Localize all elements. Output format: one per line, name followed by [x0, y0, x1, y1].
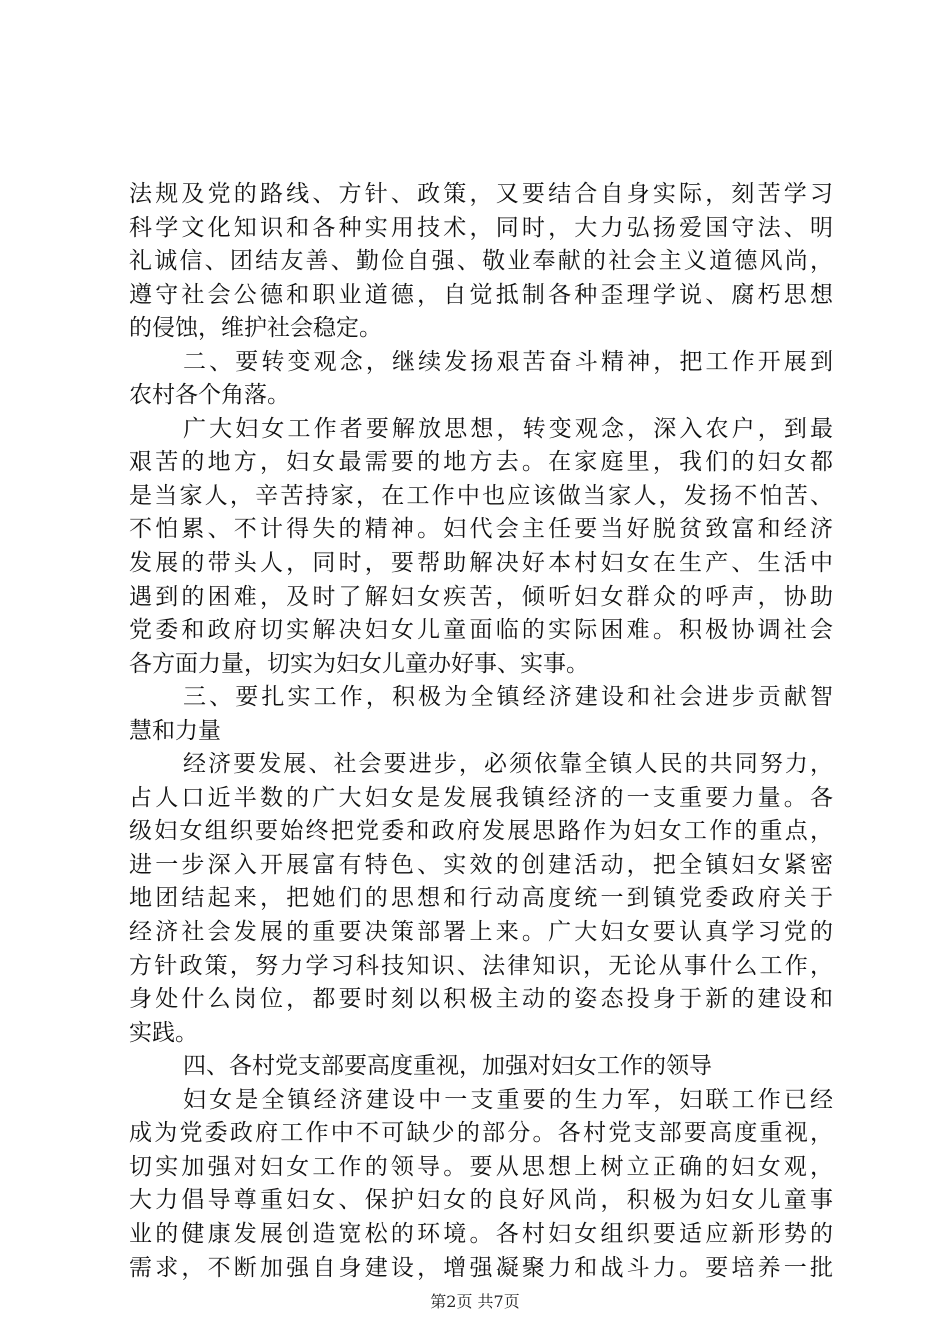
document-body	[129, 178, 833, 1285]
text-line: 发展的带头人，同时，要帮助解决好本村妇女在生产、生活中	[129, 550, 833, 577]
paragraph-first-line: 二、要转变观念，继续发扬艰苦奋斗精神，把工作开展到	[183, 348, 833, 375]
text-line: 地团结起来，把她们的思想和行动高度统一到镇党委政府关于	[129, 885, 833, 912]
text-line: 不怕累、不计得失的精神。妇代会主任要当好脱贫致富和经济	[129, 516, 833, 543]
text-line: 是当家人，辛苦持家，在工作中也应该做当家人，发扬不怕苦、	[129, 482, 833, 509]
paragraph-first-line: 四、各村党支部要高度重视，加强对妇女工作的领导	[183, 1053, 712, 1080]
paragraph-first-line: 三、要扎实工作，积极为全镇经济建设和社会进步贡献智	[183, 684, 833, 711]
text-line: 进一步深入开展富有特色、实效的创建活动，把全镇妇女紧密	[129, 851, 833, 878]
page-footer: 第2页 共7页	[430, 1292, 520, 1311]
text-line: 经济社会发展的重要决策部署上来。广大妇女要认真学习党的	[129, 919, 833, 946]
text-line: 需求，不断加强自身建设，增强凝聚力和战斗力。要培养一批	[129, 1254, 833, 1281]
text-line: 方针政策，努力学习科技知识、法律知识，无论从事什么工作，	[129, 952, 833, 979]
text-line: 各方面力量，切实为妇女儿童办好事、实事。	[129, 650, 589, 677]
text-line: 实践。	[129, 1019, 198, 1046]
text-line: 切实加强对妇女工作的领导。要从思想上树立正确的妇女观，	[129, 1153, 833, 1180]
text-line: 农村各个角落。	[129, 382, 290, 409]
text-line: 法规及党的路线、方针、政策，又要结合自身实际，刻苦学习	[129, 181, 833, 207]
paragraph-first-line: 妇女是全镇经济建设中一支重要的生力军，妇联工作已经	[183, 1086, 833, 1113]
text-line: 科学文化知识和各种实用技术，同时，大力弘扬爱国守法、明	[129, 214, 833, 241]
text-line: 占人口近半数的广大妇女是发展我镇经济的一支重要力量。各	[129, 784, 833, 811]
text-line: 的侵蚀，维护社会稳定。	[129, 315, 382, 342]
text-line: 艰苦的地方，妇女最需要的地方去。在家庭里，我们的妇女都	[129, 449, 833, 476]
text-line: 礼诚信、团结友善、勤俭自强、敬业奉献的社会主义道德风尚，	[129, 248, 833, 275]
text-line: 慧和力量	[129, 717, 221, 744]
paragraph-first-line: 广大妇女工作者要解放思想，转变观念，深入农户，到最	[183, 415, 833, 442]
text-line: 身处什么岗位，都要时刻以积极主动的姿态投身于新的建设和	[129, 986, 833, 1013]
text-line: 业的健康发展创造宽松的环境。各村妇女组织要适应新形势的	[129, 1220, 833, 1247]
text-line: 成为党委政府工作中不可缺少的部分。各村党支部要高度重视，	[129, 1120, 833, 1147]
paragraph-first-line: 经济要发展、社会要进步，必须依靠全镇人民的共同努力，	[183, 751, 833, 778]
text-line: 党委和政府切实解决妇女儿童面临的实际困难。积极协调社会	[129, 617, 833, 644]
text-line: 级妇女组织要始终把党委和政府发展思路作为妇女工作的重点，	[129, 818, 833, 845]
text-line: 遵守社会公德和职业道德，自觉抵制各种歪理学说、腐朽思想	[129, 281, 833, 308]
text-line: 大力倡导尊重妇女、保护妇女的良好风尚，积极为妇女儿童事	[129, 1187, 833, 1214]
text-line: 遇到的困难，及时了解妇女疾苦，倾听妇女群众的呼声，协助	[129, 583, 833, 610]
